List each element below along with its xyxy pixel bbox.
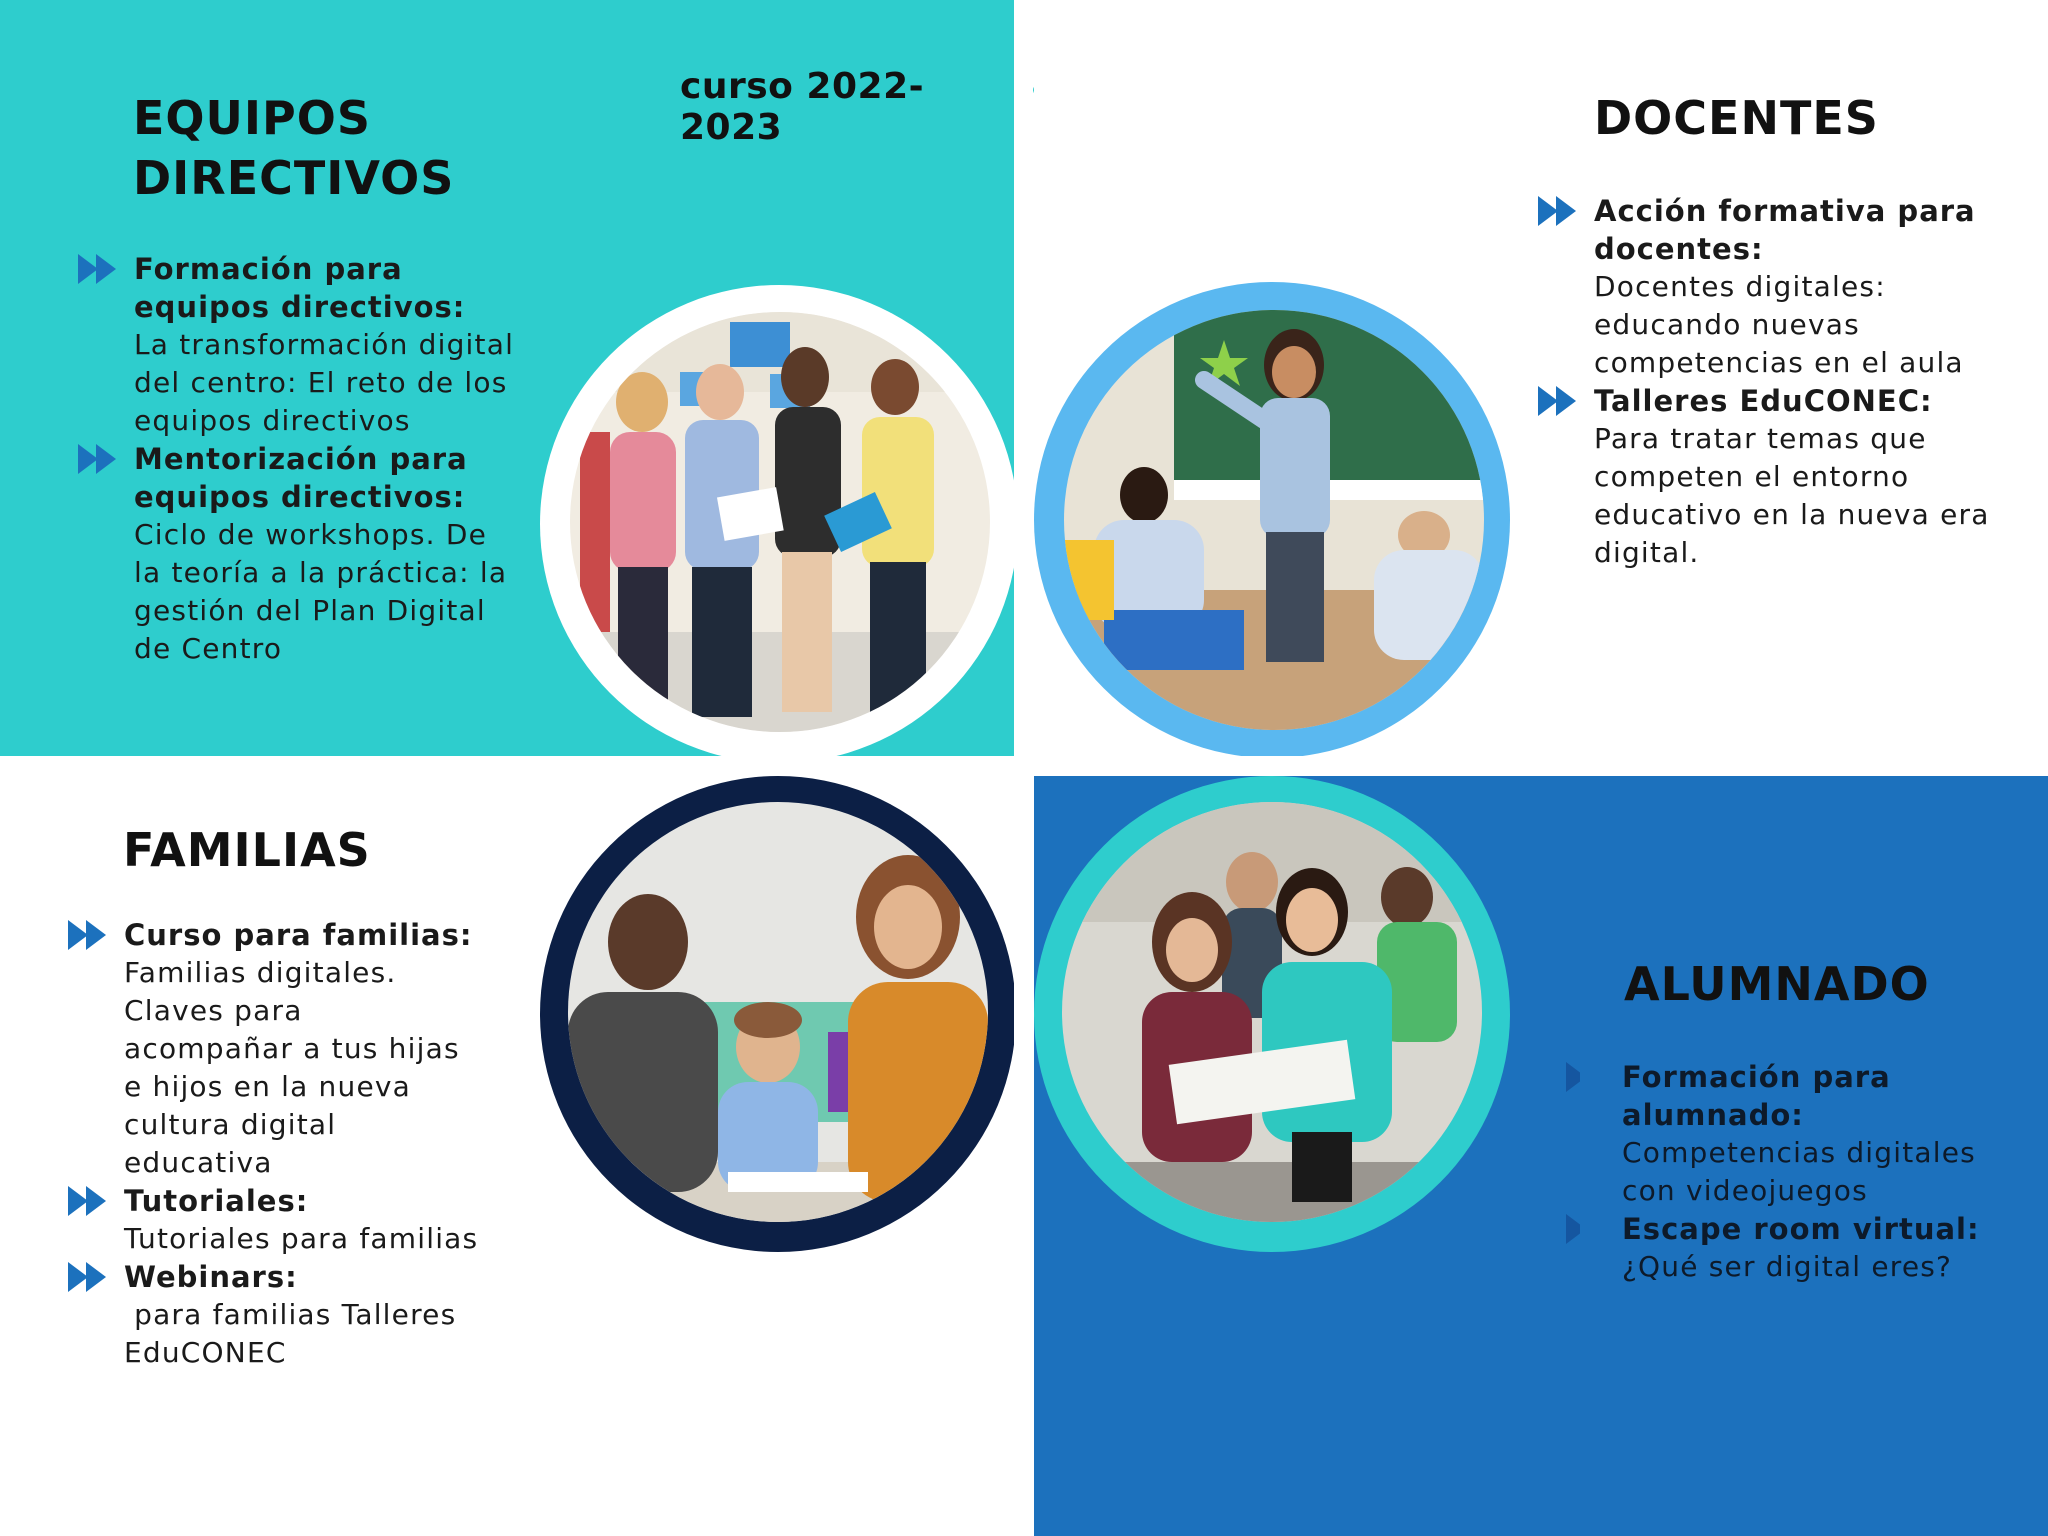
double-chevron-icon (1538, 196, 1582, 226)
equipos-item-2-desc-2: la teoría a la práctica: la (134, 556, 508, 589)
familias-item-3-head-1: Webinars: (124, 1260, 298, 1294)
docentes-item-1-desc-1: Docentes digitales: (1594, 270, 1886, 303)
equipos-directivos-panel (0, 0, 1014, 756)
docentes-photo (1064, 310, 1484, 730)
equipos-list (134, 250, 534, 668)
docentes-item-1-desc-2: educando nuevas (1594, 308, 1860, 341)
alumnado-item-formacion (1622, 1058, 2042, 1210)
equipos-item-2-head-1: Mentorización para (134, 442, 468, 476)
familias-item-webinars (124, 1258, 544, 1372)
double-chevron-icon (68, 1186, 112, 1216)
alumnado-item-1-head-2: alumnado: (1622, 1098, 1804, 1132)
docentes-item-2-desc-2: competen el entorno (1594, 460, 1910, 493)
familias-item-1-desc-6: educativa (124, 1146, 273, 1179)
alumnado-list (1622, 1058, 2042, 1286)
equipos-item-1-desc-2: del centro: El reto de los (134, 366, 508, 399)
docentes-item-2-head-1: Talleres EduCONEC: (1594, 384, 1933, 418)
docentes-item-talleres (1594, 382, 2034, 572)
familias-item-2-desc-1: Tutoriales para familias (124, 1222, 479, 1255)
familias-item-curso (124, 916, 544, 1182)
equipos-title-line-2: DIRECTIVOS (133, 151, 455, 205)
familias-item-1-desc-4: e hijos en la nueva (124, 1070, 412, 1103)
familias-list (124, 916, 544, 1372)
familias-item-1-desc-1: Familias digitales. (124, 956, 397, 989)
docentes-item-1-head-2: docentes: (1594, 232, 1764, 266)
familias-panel (0, 776, 1014, 1536)
double-chevron-icon (1538, 386, 1582, 416)
equipos-item-1-head-2: equipos directivos: (134, 290, 466, 324)
familias-item-3-desc-2: EduCONEC (124, 1336, 287, 1369)
alumnado-item-1-desc-2: con videojuegos (1622, 1174, 1868, 1207)
double-chevron-icon (78, 254, 122, 284)
docentes-item-1-desc-3: competencias en el aula (1594, 346, 1964, 379)
alumnado-panel (1034, 776, 2048, 1536)
familias-photo (568, 802, 988, 1222)
alumnado-photo (1062, 802, 1482, 1222)
docentes-list (1594, 192, 2034, 572)
docentes-item-2-desc-3: educativo en la nueva era (1594, 498, 1990, 531)
equipos-item-mentorizacion (134, 440, 534, 668)
alumnado-item-escape-room (1622, 1210, 2042, 1286)
equipos-item-2-desc-1: Ciclo de workshops. De (134, 518, 488, 551)
equipos-title-line-1: EQUIPOS (133, 91, 371, 145)
familias-title: FAMILIAS (123, 823, 371, 877)
double-chevron-icon (68, 1262, 112, 1292)
equipos-item-1-desc-3: equipos directivos (134, 404, 411, 437)
equipos-photo (570, 312, 990, 732)
equipos-item-2-head-2: equipos directivos: (134, 480, 466, 514)
equipos-item-2-desc-4: de Centro (134, 632, 283, 665)
familias-item-1-desc-3: acompañar a tus hijas (124, 1032, 460, 1065)
equipos-item-1-desc-1: La transformación digital (134, 328, 515, 361)
docentes-panel (1034, 0, 2048, 756)
chevron-icon (1566, 1214, 1610, 1244)
familias-item-1-head-1: Curso para familias: (124, 918, 473, 952)
alumnado-title: ALUMNADO (1624, 957, 1930, 1011)
familias-item-3-desc-1: para familias Talleres (124, 1298, 457, 1331)
alumnado-item-2-desc-1: ¿Qué ser digital eres? (1622, 1250, 1953, 1283)
double-chevron-icon (68, 920, 112, 950)
equipos-item-formacion (134, 250, 534, 440)
familias-item-tutoriales (124, 1182, 544, 1258)
familias-item-2-head-1: Tutoriales: (124, 1184, 309, 1218)
familias-item-1-desc-2: Claves para (124, 994, 303, 1027)
docentes-item-2-desc-1: Para tratar temas que (1594, 422, 1927, 455)
alumnado-item-1-head-1: Formación para (1622, 1060, 1891, 1094)
docentes-item-accion (1594, 192, 2034, 382)
double-chevron-icon (78, 444, 122, 474)
course-year: curso 2022-2023 (680, 66, 925, 148)
alumnado-item-2-head-1: Escape room virtual: (1622, 1212, 1980, 1246)
equipos-title (133, 88, 454, 208)
familias-item-1-desc-5: cultura digital (124, 1108, 337, 1141)
docentes-item-1-head-1: Acción formativa para (1594, 194, 1976, 228)
equipos-item-2-desc-3: gestión del Plan Digital (134, 594, 486, 627)
docentes-title: DOCENTES (1594, 91, 1879, 145)
equipos-item-1-head-1: Formación para (134, 252, 403, 286)
alumnado-item-1-desc-1: Competencias digitales (1622, 1136, 1976, 1169)
docentes-item-2-desc-4: digital. (1594, 536, 1700, 569)
chevron-icon (1566, 1062, 1610, 1092)
